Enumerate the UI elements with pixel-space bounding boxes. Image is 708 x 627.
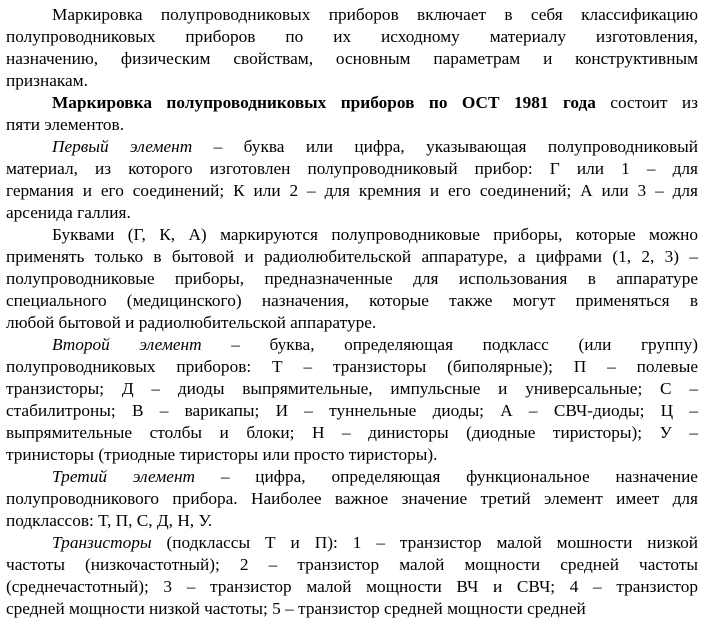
text-line (6, 400, 698, 422)
text-line (6, 202, 698, 224)
text-span: подклассов: Т, П, С, Д, Н, У. (6, 511, 213, 530)
text-span: арсенида галлия. (6, 203, 131, 222)
text-span: – буква, определяющая подкласс (или группу) (201, 335, 698, 354)
text-line (6, 510, 698, 532)
text-line (6, 598, 698, 620)
text-span: транзисторы; Д – диоды выпрямительные, импульсные и универсальные; С – (6, 379, 698, 398)
text-span: специального (медицинского) назначения, которые также могут применяться в (6, 291, 698, 310)
text-line (52, 136, 698, 158)
text-span: – буква или цифра, указывающая полупроводниковый (192, 137, 698, 156)
text-line (52, 334, 698, 356)
text-span: полупроводниковых приборов: Т – транзисторы (биполярные); П – полевые (6, 357, 698, 376)
text-span: (подклассы Т и П): 1 – транзистор малой мошности низкой (151, 533, 698, 552)
text-line (6, 290, 698, 312)
italic-term: Второй элемент (52, 335, 202, 354)
text-span: материал, из которого изготовлен полупроводниковый прибор: Г или 1 – для (6, 159, 698, 178)
text-span: Маркировка полупроводниковых приборов включает в себя классификацию (52, 5, 698, 24)
text-line (6, 158, 698, 180)
text-line (6, 26, 698, 48)
italic-term: Третий элемент (52, 467, 195, 486)
text-line (52, 4, 698, 26)
text-line (6, 488, 698, 510)
text-line (6, 378, 698, 400)
text-line (6, 312, 698, 334)
text-line (52, 466, 698, 488)
text-line (6, 576, 698, 598)
text-line (6, 48, 698, 70)
text-span: полупроводниковые приборы, предназначенные для использования в аппаратуре (6, 269, 698, 288)
text-span: (среднечастотный); 3 – транзистор малой мощности ВЧ и СВЧ; 4 – транзистор (6, 577, 698, 596)
text-span: применять только в бытовой и радиолюбительской аппаратуре, а цифрами (1, 2, 3) – (6, 247, 698, 266)
text-line (52, 92, 698, 114)
text-span: назначению, физическим свойствам, основным параметрам и конструктивным (6, 49, 698, 68)
text-line (6, 114, 698, 136)
text-span: любой бытовой и радиолюбительской аппаратуре. (6, 313, 377, 332)
text-span: признакам. (6, 71, 88, 90)
text-line (6, 422, 698, 444)
text-span: стабилитроны; В – варикапы; И – туннельные диоды; А – СВЧ-диоды; Ц – (6, 401, 698, 420)
text-span: состоит из (595, 93, 698, 112)
bold-text: Маркировка полупроводниковых приборов по ОСТ 1981 года (52, 93, 596, 112)
text-span: полупроводниковых приборов по их исходному материалу изготовления, (6, 27, 698, 46)
text-span: тринисторы (триодные тиристоры или просто тиристоры). (6, 445, 438, 464)
text-span: Буквами (Г, К, А) маркируются полупроводниковые приборы, которые можно (52, 225, 698, 244)
text-span: германия и его соединений; К или 2 – для кремния и его соединений; А или 3 – для (6, 181, 698, 200)
text-span: частоты (низкочастотный); 2 – транзистор малой мощности средней частоты (6, 555, 698, 574)
text-span: полупроводникового прибора. Наиболее важное значение третий элемент имеет для (6, 489, 698, 508)
text-span: пяти элементов. (6, 115, 125, 134)
text-span: средней мощности низкой частоты; 5 – транзистор средней мощности средней (6, 599, 586, 618)
text-line (52, 532, 698, 554)
text-span: выпрямительные столбы и блоки; Н – динисторы (диодные тиристоры); У – (6, 423, 698, 442)
text-line (52, 224, 698, 246)
text-line (6, 444, 698, 466)
text-span: – цифра, определяющая функциональное назначение (195, 467, 698, 486)
italic-term: Первый элемент (52, 137, 193, 156)
text-line (6, 70, 698, 92)
text-line (6, 268, 698, 290)
text-line (6, 246, 698, 268)
text-line (6, 180, 698, 202)
italic-term: Транзисторы (52, 533, 152, 552)
text-line (6, 554, 698, 576)
text-line (6, 356, 698, 378)
